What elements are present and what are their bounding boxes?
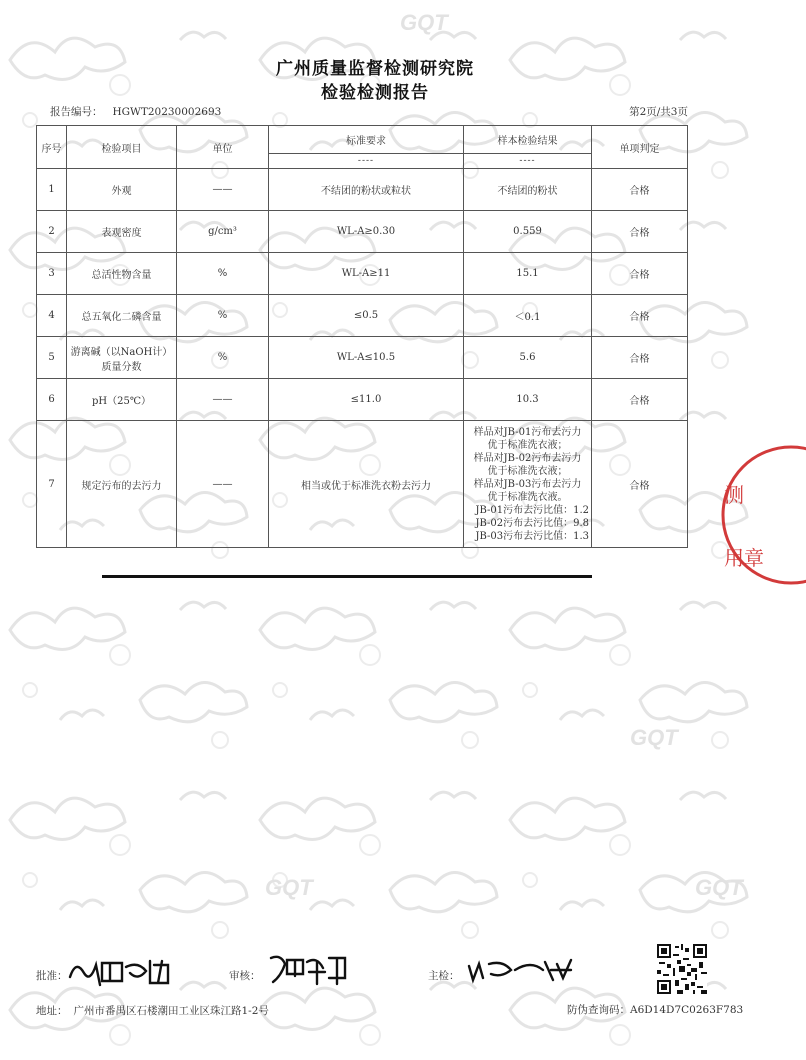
institute-name: 广州质量监督检测研究院 (276, 59, 474, 79)
official-seal (716, 440, 806, 590)
verify-code-value: A6D14D7C0263F783 (630, 1004, 744, 1016)
table-row (37, 295, 688, 337)
inspection-table (36, 125, 688, 548)
cell-standard: 相当或优于标准洗衣粉去污力 (269, 421, 464, 548)
verify-code-label: 防伪查询码： (567, 1004, 630, 1016)
report-number (50, 104, 221, 119)
verify-code (567, 1002, 743, 1017)
cell-item-line2: 质量分数 (101, 361, 142, 373)
inspect-label: 主检： (428, 970, 460, 982)
watermark-text: GQT (400, 10, 448, 35)
seal-text: 测 (724, 483, 744, 507)
cell-unit: —— (177, 379, 269, 421)
cell-item: pH（25℃） (67, 379, 177, 421)
page-info: 第2页/共3页 (629, 106, 688, 118)
cell-seq: 3 (37, 253, 67, 295)
cell-standard: WL-A≥0.30 (269, 211, 464, 253)
cell-result: 0.559 (464, 211, 592, 253)
cell-item: 外观 (67, 169, 177, 211)
reviewer-signature (265, 952, 355, 988)
cell-judgement: 合格 (592, 253, 688, 295)
cell-seq: 7 (37, 421, 67, 548)
report-number-label: 报告编号： (50, 106, 103, 118)
header-standard-sub: ---- (269, 154, 464, 169)
address (36, 1003, 269, 1018)
cell-item-line1: 游离碱（以NaOH计） (70, 346, 173, 358)
header-result-sub: ---- (464, 154, 592, 169)
approve-label: 批准： (36, 970, 68, 982)
cell-seq: 5 (37, 337, 67, 379)
end-rule (102, 575, 592, 578)
cell-item: 总五氧化二磷含量 (67, 295, 177, 337)
result-line: 优于标准洗衣液； (487, 439, 568, 451)
result-line: 样品对JB-03污布去污力 (473, 478, 582, 490)
cell-standard: ≤11.0 (269, 379, 464, 421)
cell-result (464, 421, 592, 548)
result-line: JB-03污布去污比值：1.3 (475, 530, 589, 542)
review-label: 审核： (229, 970, 261, 982)
watermark-text: GQT (695, 875, 743, 900)
result-line: 样品对JB-01污布去污力 (473, 426, 582, 438)
cell-seq: 2 (37, 211, 67, 253)
table-row (37, 337, 688, 379)
result-line: 优于标准洗衣液。 (487, 491, 568, 503)
cell-standard: 不结团的粉状或粒状 (269, 169, 464, 211)
result-line: JB-01污布去污比值：1.2 (475, 504, 589, 516)
cell-unit: g/cm³ (177, 211, 269, 253)
header-judgement: 单项判定 (592, 126, 688, 169)
cell-unit: —— (177, 169, 269, 211)
watermark-text: GQT (265, 875, 313, 900)
cell-result: 不结团的粉状 (464, 169, 592, 211)
document-title: 检验检测报告 (321, 83, 429, 103)
cell-unit: % (177, 295, 269, 337)
address-label: 地址： (36, 1005, 68, 1017)
cell-item: 表观密度 (67, 211, 177, 253)
cell-item: 规定污布的去污力 (67, 421, 177, 548)
cell-item (67, 337, 177, 379)
cell-judgement: 合格 (592, 379, 688, 421)
cell-result: ＜0.1 (464, 295, 592, 337)
cell-unit: % (177, 253, 269, 295)
cell-judgement: 合格 (592, 169, 688, 211)
watermark-text: GQT (630, 725, 678, 750)
header-item: 检验项目 (67, 126, 177, 169)
cell-seq: 1 (37, 169, 67, 211)
cell-result: 15.1 (464, 253, 592, 295)
result-line: 优于标准洗衣液； (487, 465, 568, 477)
table-row (37, 169, 688, 211)
cell-seq: 6 (37, 379, 67, 421)
table-header-row (37, 126, 688, 154)
header-result: 样本检验结果 (464, 126, 592, 154)
cell-item: 总活性物含量 (67, 253, 177, 295)
cell-result: 10.3 (464, 379, 592, 421)
table-row (37, 253, 688, 295)
header-unit: 单位 (177, 126, 269, 169)
header-standard: 标准要求 (269, 126, 464, 154)
table-row (37, 421, 688, 548)
inspector-signature (465, 956, 575, 986)
cell-judgement: 合格 (592, 295, 688, 337)
seal-text: 用章 (724, 546, 764, 570)
cell-result: 5.6 (464, 337, 592, 379)
cell-seq: 4 (37, 295, 67, 337)
cell-judgement: 合格 (592, 421, 688, 548)
address-value: 广州市番禺区石楼潮田工业区珠江路1-2号 (73, 1005, 269, 1017)
cell-judgement: 合格 (592, 211, 688, 253)
result-line: 样品对JB-02污布去污力 (473, 452, 582, 464)
approver-signature (66, 955, 186, 987)
result-line: JB-02污布去污比值：9.8 (475, 517, 589, 529)
table-row (37, 211, 688, 253)
report-number-value: HGWT20230002693 (112, 106, 222, 118)
cell-standard: ≤0.5 (269, 295, 464, 337)
cell-standard: WL-A≤10.5 (269, 337, 464, 379)
cell-standard: WL-A≥11 (269, 253, 464, 295)
qr-code-icon (657, 944, 707, 994)
cell-unit: % (177, 337, 269, 379)
cell-unit: —— (177, 421, 269, 548)
cell-judgement: 合格 (592, 337, 688, 379)
header-seq: 序号 (37, 126, 67, 169)
table-row (37, 379, 688, 421)
